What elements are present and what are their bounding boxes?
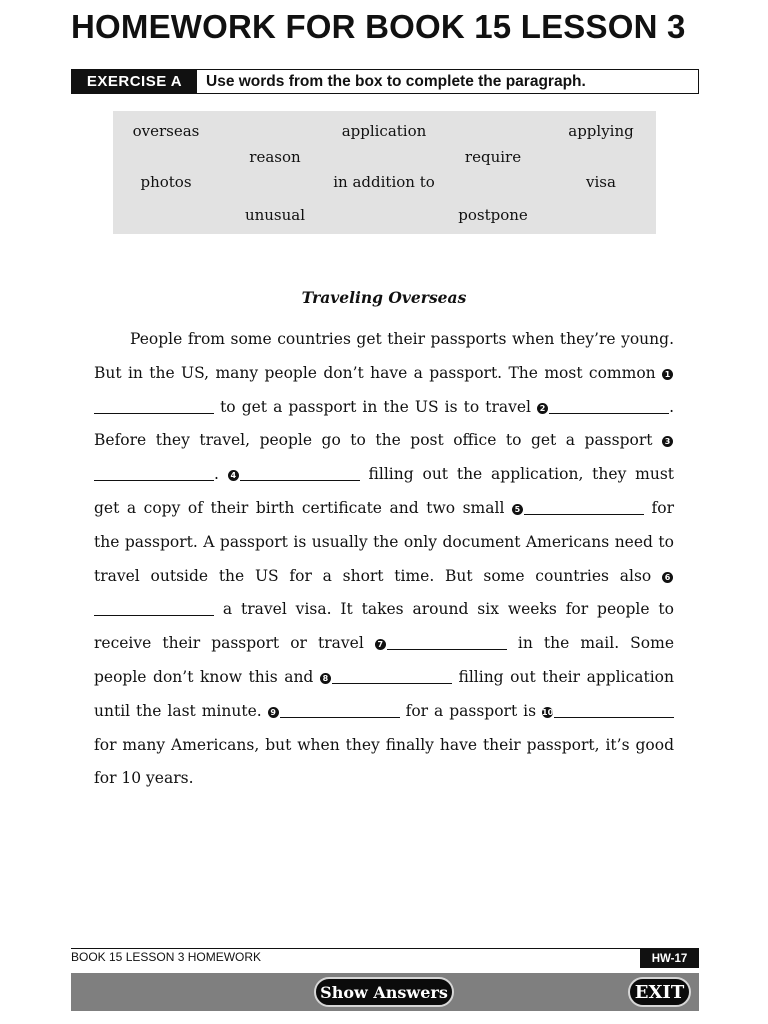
story-text: for the passport. A passport is usually the only document Americans need to travel outside the US for a short time. But some countries also xyxy=(94,498,674,585)
answer-blank-4[interactable] xyxy=(240,466,360,481)
answer-blank-5[interactable] xyxy=(524,500,644,515)
blank-number-8: 8 xyxy=(320,673,331,684)
footer-label: BOOK 15 LESSON 3 HOMEWORK xyxy=(71,950,262,964)
navigation-bar xyxy=(71,973,699,1011)
blank-number-2: 2 xyxy=(537,403,548,414)
answer-blank-10[interactable] xyxy=(554,703,674,718)
page-number-badge: HW-17 xyxy=(640,949,699,968)
story-text: filling out their application until the last minute. xyxy=(94,667,674,720)
word-box-item: overseas xyxy=(132,122,200,140)
word-box-item: unusual xyxy=(244,206,306,224)
footer-divider xyxy=(71,948,699,949)
answer-blank-2[interactable] xyxy=(549,399,669,414)
story-text: a travel visa. It takes around six weeks for people to receive their passport or travel xyxy=(94,600,674,653)
story-text: for many Americans, but when they finally have their passport, it’s good for 10 years. xyxy=(94,735,674,788)
answer-blank-1[interactable] xyxy=(94,399,214,414)
story-text: in the mail. Some people don’t know this and xyxy=(94,634,674,686)
word-box-item: visa xyxy=(586,173,616,191)
show-answers-button[interactable]: Show Answers xyxy=(314,977,454,1007)
story-text: . xyxy=(214,465,228,484)
exercise-instruction: Use words from the box to complete the paragraph. xyxy=(206,72,586,90)
word-box-item: in addition to xyxy=(333,173,435,191)
word-box-item: photos xyxy=(140,173,192,191)
blank-number-6: 6 xyxy=(662,572,673,583)
blank-number-1: 1 xyxy=(662,369,673,380)
answer-blank-8[interactable] xyxy=(332,669,452,684)
word-box xyxy=(113,111,656,234)
story-text: filling out the application, they must get a copy of their birth certificate and two small xyxy=(94,465,674,517)
exercise-header xyxy=(71,69,699,94)
story-text: . Before they travel, people go to the post office to get a passport xyxy=(94,397,674,450)
word-box-item: postpone xyxy=(458,206,528,224)
exit-button[interactable]: EXIT xyxy=(628,977,691,1007)
word-box-item: application xyxy=(341,122,427,140)
answer-blank-3[interactable] xyxy=(94,466,214,481)
answer-blank-9[interactable] xyxy=(280,703,400,718)
story-title: Traveling Overseas xyxy=(301,288,467,307)
word-box-item: reason xyxy=(249,148,301,166)
story-text: to get a passport in the US is to travel xyxy=(214,397,538,416)
answer-blank-7[interactable] xyxy=(387,635,507,650)
blank-number-9: 9 xyxy=(268,707,279,718)
exercise-tag: EXERCISE A xyxy=(72,70,197,93)
word-box-item: require xyxy=(464,148,522,166)
page-title: HOMEWORK FOR BOOK 15 LESSON 3 xyxy=(71,8,686,45)
blank-number-3: 3 xyxy=(662,436,673,447)
story-paragraph xyxy=(94,323,674,796)
blank-number-4: 4 xyxy=(228,470,239,481)
blank-number-7: 7 xyxy=(375,639,386,650)
blank-number-5: 5 xyxy=(512,504,523,515)
story-text: for a passport is xyxy=(399,701,543,720)
word-box-item: applying xyxy=(568,122,634,140)
story-text: People from some countries get their passports when they’re young. But in the US, many people don’t have a passport. The most common xyxy=(94,330,674,382)
blank-number-10: 10 xyxy=(542,707,554,717)
answer-blank-6[interactable] xyxy=(94,601,214,616)
